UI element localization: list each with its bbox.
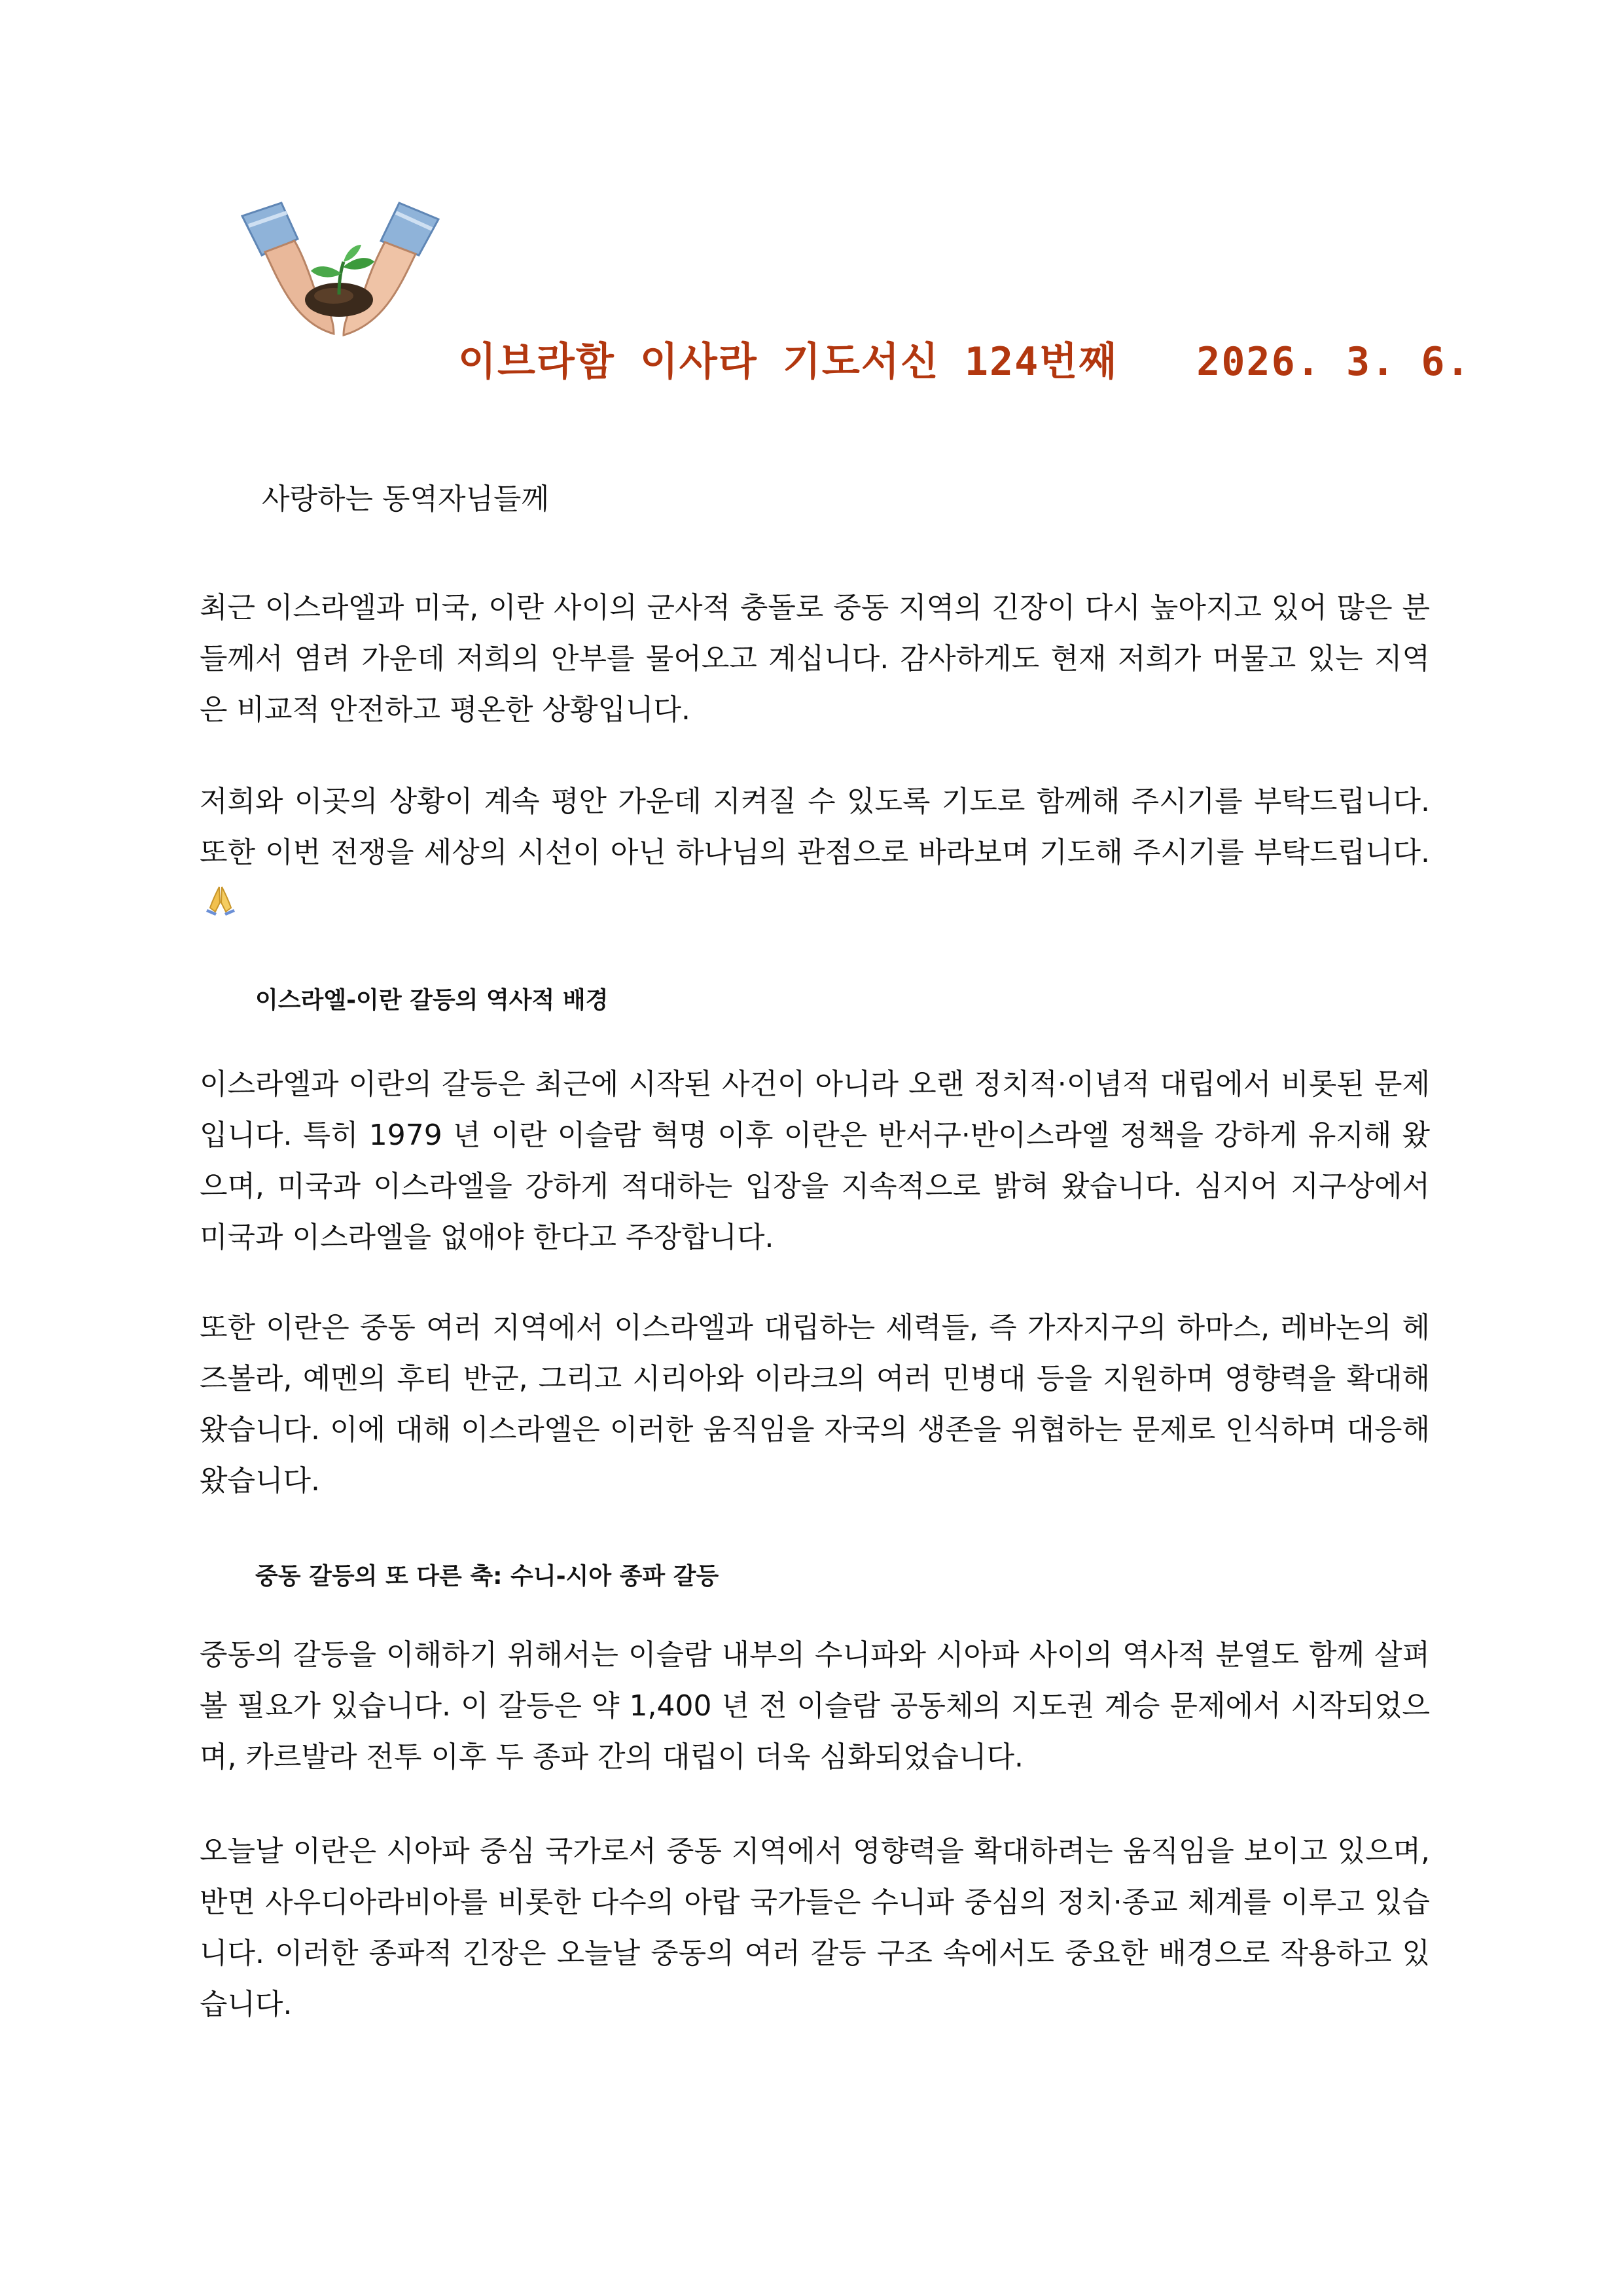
paragraph-5: 중동의 갈등을 이해하기 위해서는 이슬람 내부의 수니파와 시아파 사이의 역사적 분열도 함께 살펴볼 필요가 있습니다. 이 갈등은 약 1,400 년 전 이슬람 공동체의 지도권 계승 문제에서 시작되었으며, 카르발라 전투 이후 두 종파 간의 대립이 더욱 심화되었습니다. xyxy=(200,1638,1430,1774)
paragraph-3: 이스라엘과 이란의 갈등은 최근에 시작된 사건이 아니라 오랜 정치적·이념적 대립에서 비롯된 문제입니다. 특히 1979 년 이란 이슬람 혁명 이후 이란은 반서구·반이스라엘 정책을 강하게 유지해 왔으며, 미국과 이스라엘을 강하게 적대하는 입장을 지속적으로 밝혀 왔습니다. 심지어 지구상에서 미국과 이스라엘을 없애야 한다고 주장합니다. xyxy=(200,1067,1430,1254)
letter-date: 2026. 3. 6. xyxy=(1196,339,1471,385)
paragraph-6: 오늘날 이란은 시아파 중심 국가로서 중동 지역에서 영향력을 확대하려는 움직임을 보이고 있으며, 반면 사우디아라비아를 비롯한 다수의 아랍 국가들은 수니파 중심의 정치·종교 체계를 이루고 있습니다. 이러한 종파적 긴장은 오늘날 중동의 여러 갈등 구조 속에서도 중요한 배경으로 작용하고 있습니다. xyxy=(200,1835,1430,2021)
paragraph-4: 또한 이란은 중동 여러 지역에서 이스라엘과 대립하는 세력들, 즉 가자지구의 하마스, 레바논의 헤즈볼라, 예멘의 후티 반군, 그리고 시리아와 이라크의 여러 민병대 등을 지원하며 영향력을 확대해 왔습니다. 이에 대해 이스라엘은 이러한 움직임을 자국의 생존을 위협하는 문제로 인식하며 대응해 왔습니다. xyxy=(200,1311,1430,1498)
letter-title xyxy=(458,331,1471,396)
greeting: 사랑하는 동역자님들께 xyxy=(262,482,550,516)
hands-holding-seedling-icon xyxy=(236,190,445,373)
paragraph-1: 최근 이스라엘과 미국, 이란 사이의 군사적 충돌로 중동 지역의 긴장이 다시 높아지고 있어 많은 분들께서 염려 가운데 저희의 안부를 물어오고 계십니다. 감사하게도 현재 저희가 머물고 있는 지역은 비교적 안전하고 평온한 상황입니다. xyxy=(200,591,1430,726)
section-heading-1: 이스라엘-이란 갈등의 역사적 배경 xyxy=(255,987,609,1014)
section-heading-2: 중동 갈등의 또 다른 축: 수니-시아 종파 갈등 xyxy=(255,1563,719,1590)
paragraph-2 xyxy=(200,776,1430,929)
folded-hands-icon xyxy=(204,883,238,917)
paragraph-2-text: 저희와 이곳의 상황이 계속 평안 가운데 지켜질 수 있도록 기도로 함께해 주시기를 부탁드립니다. 또한 이번 전쟁을 세상의 시선이 아닌 하나님의 관점으로 바라보며 기도해 주시기를 부탁드립니다. xyxy=(200,785,1430,869)
title-text: 이브라함 이사라 기도서신 124번째 xyxy=(458,339,1118,385)
